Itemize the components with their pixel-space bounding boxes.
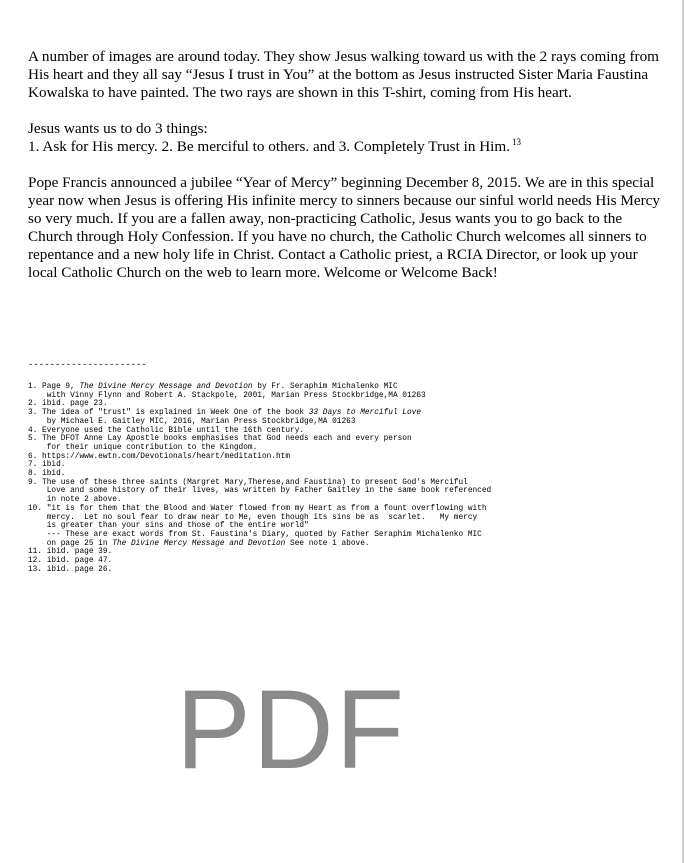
footnote-10: 10. "it is for them that the Blood and Water flowed from my Heart as from a fount overflowing with [28,504,487,513]
footnote-7: 7. ibid. [28,461,66,470]
paragraph-images: A number of images are around today. They show Jesus walking toward us with the 2 rays coming from His heart and they all say “Jesus I trust in You” at the bottom as Jesus instructed Sister Maria Faustina Kowalska to have painted. The two rays are shown in this T-shirt, coming from His heart. [28,48,659,101]
footnote-ref-13[interactable]: 13 [512,137,522,147]
footnote-9: 9. The use of these three saints (Margret Mary,Therese,and Faustina) to present God's Merciful [28,478,468,487]
footnote-1: 1. Page 9, The Divine Mercy Message and Devotion by Fr. Seraphim Michalenko MIC [28,383,398,391]
paragraph-year-of-mercy: Pope Francis announced a jubilee “Year of Mercy” beginning December 8, 2015. We are in this special year now when Jesus is offering His infinite mercy to sinners because our sinful world needs His Mercy so very much. If you are a fallen away, non-practicing Catholic, Jesus wants you to go back to the Church through Holy Confession. If you have no church, the Catholic Church welcomes all sinners to repentance and a new holy life in Christ. Contact a Catholic priest, a RCIA Director, or look up your local Catholic Church on the web to learn more. Welcome or Welcome Back! [28,174,660,281]
footnote-9-cont: Love and some history of their lives, was written by Father Gaitley in the same book referenced [28,487,492,496]
footnote-3-cont: by Michael E. Gaitley MIC, 2016, Marian Press Stockbridge,MA 01263 [28,417,356,426]
footnote-11: 11. ibid. page 39. [28,548,113,557]
footnote-12: 12. ibid. page 47. [28,557,113,566]
body-text [28,48,668,300]
footnote-5: 5. The DFOT Anne Lay Apostle books emphasises that God needs each and every person [28,435,412,444]
footnote-10-cont4: on page 25 in The Divine Mercy Message and Devotion See note 1 above. [28,539,370,548]
footnote-4: 4. Everyone used the Catholic Bible until the 16th century. [28,426,305,435]
footnote-3: 3. The idea of "trust" is explained in Week One of the book 33 Days to Merciful Love [28,409,422,418]
footnote-5-cont: for their unique contribution to the Kingdom. [28,443,258,452]
footnote-8: 8. ibid. [28,470,66,479]
pdf-watermark: PDF [176,667,406,792]
footnote-separator: ---------------------- [28,360,147,370]
footnote-1-cont: with Vinny Flynn and Robert A. Stackpole, 2001, Marian Press Stockbridge,MA 01263 [28,391,426,400]
footnote-13: 13. ibid. page 26. [28,565,113,574]
footnote-10-cont3: --- These are exact words from St. Faustina's Diary, quoted by Father Seraphim Michalenko MIC [28,530,482,539]
footnote-2: 2. ibid. page 23. [28,400,108,409]
footnote-9-cont2: in note 2 above. [28,496,122,505]
footnote-10-cont2: is greater than your sins and those of the entire world" [28,522,309,531]
footnote-10-cont: mercy. Let no soul fear to draw near to Me, even though its sins be as scarlet. My mercy [28,513,478,522]
three-things-intro: Jesus wants us to do 3 things: [28,120,208,137]
three-things-list: 1. Ask for His mercy. 2. Be merciful to others. and 3. Completely Trust in Him. [28,138,511,155]
footnotes [28,383,668,574]
footnote-6-link[interactable]: 6. https://www.ewtn.com/Devotionals/heart/meditation.htm [28,452,291,461]
paragraph-three-things [28,120,668,156]
